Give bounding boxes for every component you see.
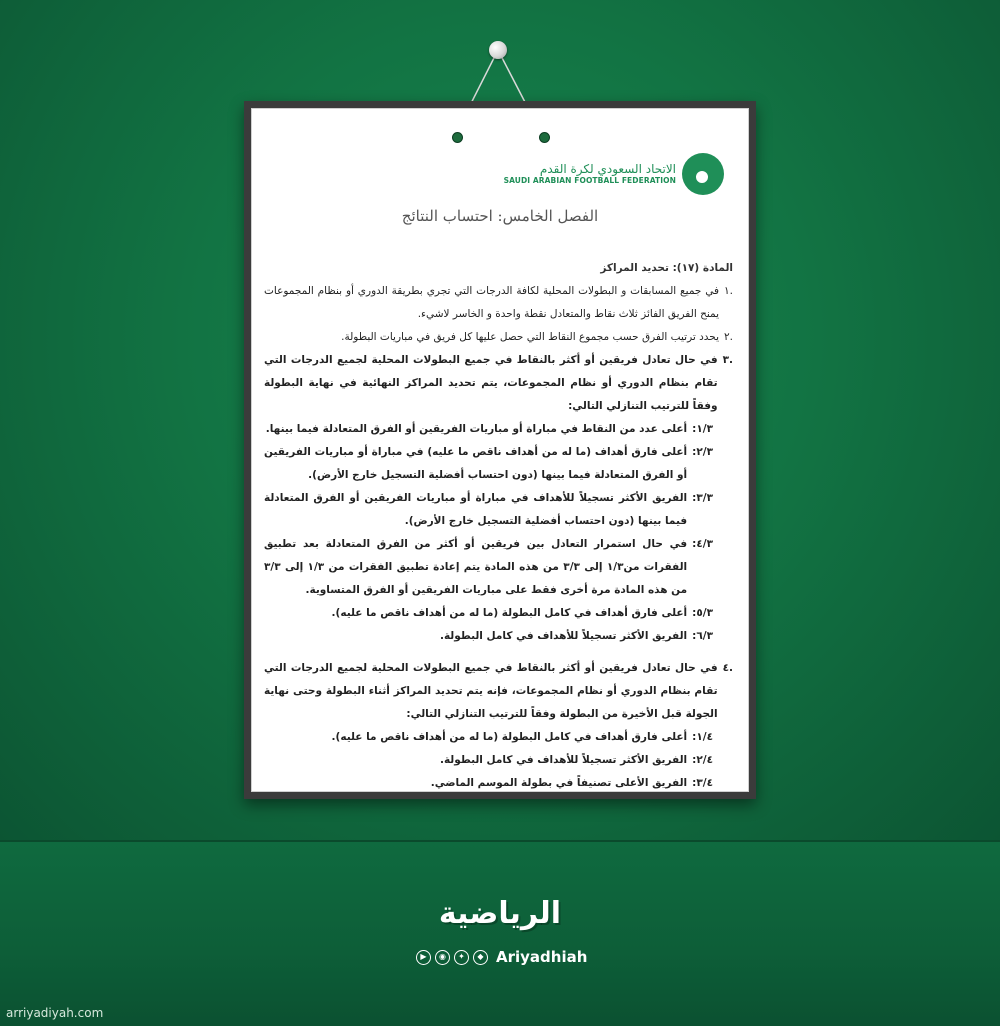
sub-item: ٣/٤: الفريق الأعلى تصنيفاً في بطولة الموسم الماضي. — [430, 777, 713, 789]
list-item: .٢ يحدد ترتيب الفرق حسب مجموع النقاط التي حصل عليها كل فريق في مباريات البطولة. — [341, 331, 733, 343]
social-bar — [416, 948, 587, 966]
sub-item: ٤/٣: في حال استمرار التعادل بين فريقين أو أكثر من الفرق المتعادلة بعد تطبيق الفقرات من١/٣ إلى ٣/٣ من هذه المادة يتم إعادة تطبيق الفقرات من ١/٣ إلى ٣/٣ من هذه المادة مرة أخرى فقط على مباريات الفريقين أو الفرق المتساوية. — [264, 538, 713, 596]
youtube-icon[interactable]: ▶ — [416, 950, 431, 965]
document-paper — [251, 108, 749, 792]
article-heading: المادة (١٧): تحديد المراكز — [600, 262, 733, 274]
background-floor — [0, 840, 1000, 1026]
sub-item: ٦/٣: الفريق الأكثر تسجيلاً للأهداف في كامل البطولة. — [439, 630, 713, 642]
sub-item: ٢/٤: الفريق الأكثر تسجيلاً للأهداف في كامل البطولة. — [439, 754, 713, 766]
twitter-icon[interactable]: ✦ — [454, 950, 469, 965]
social-handle[interactable]: Ariyadhiah — [496, 948, 588, 966]
sub-item: ١/٤: أعلى فارق أهداف في كامل البطولة (ما له من أهداف ناقص ما عليه). — [331, 731, 713, 743]
federation-logo — [504, 153, 724, 195]
pin-hole-right — [539, 132, 550, 143]
sub-item: ٣/٣: الفريق الأكثر تسجيلاً للأهداف في مباراة أو مباريات الفريقين أو الفرق المتعادلة فيما بينها (دون احتساب أفضلية التسجيل خارج الأرض). — [264, 492, 713, 527]
poster-frame — [244, 101, 756, 799]
chapter-title: الفصل الخامس: احتساب النتائج — [401, 207, 599, 225]
logo-arabic: الاتحاد السعودي لكرة القدم — [539, 162, 676, 176]
brand-logo: الرياضية — [438, 896, 562, 931]
sub-item: ٥/٣: أعلى فارق أهداف في كامل البطولة (ما له من أهداف ناقص ما عليه). — [331, 607, 713, 619]
logo-text — [504, 162, 676, 186]
document-body — [264, 257, 733, 795]
pin-hole-left — [452, 132, 463, 143]
list-item: .١ في جميع المسابقات و البطولات المحلية لكافة الدرجات التي تجري بطريقة الدوري أو بنظام المجموعات يمنح الفريق الفائز ثلاث نقاط والمتعادل نقطة واحدة و الخاسر لاشيء. — [264, 285, 733, 320]
instagram-icon[interactable]: ◉ — [435, 950, 450, 965]
football-icon — [682, 153, 724, 195]
nail-icon — [489, 41, 507, 59]
snapchat-icon[interactable]: ◆ — [473, 950, 488, 965]
website-url[interactable]: arriyadiyah.com — [6, 1006, 104, 1020]
logo-english: SAUDI ARABIAN FOOTBALL FEDERATION — [503, 176, 676, 185]
sub-item: ٢/٣: أعلى فارق أهداف (ما له من أهداف ناقص ما عليه) في مباراة أو مباريات الفريقين أو الفرق المتعادلة فيما بينها (دون احتساب أفضلية التسجيل خارج الأرض). — [264, 446, 713, 481]
sub-item: ١/٣: أعلى عدد من النقاط في مباراة أو مباريات الفريقين أو الفرق المتعادلة فيما بينها. — [265, 423, 713, 435]
list-item: .٤ في حال تعادل فريقين أو أكثر بالنقاط في جميع البطولات المحلية لجميع الدرجات التي تقام بنظام الدوري أو نظام المجموعات، فإنه يتم تحديد المراكز أثناء البطولة وحتى نهاية الجولة قبل الأخيرة من البطولة وفقاً للترتيب التنازلي التالي: — [264, 662, 733, 720]
list-item: .٣ في حال تعادل فريقين أو أكثر بالنقاط في جميع البطولات المحلية لجميع الدرجات التي تقام بنظام الدوري أو نظام المجموعات، يتم تحديد المراكز النهائية في نهاية البطولة وفقاً للترتيب التنازلي التالي: — [264, 354, 733, 412]
